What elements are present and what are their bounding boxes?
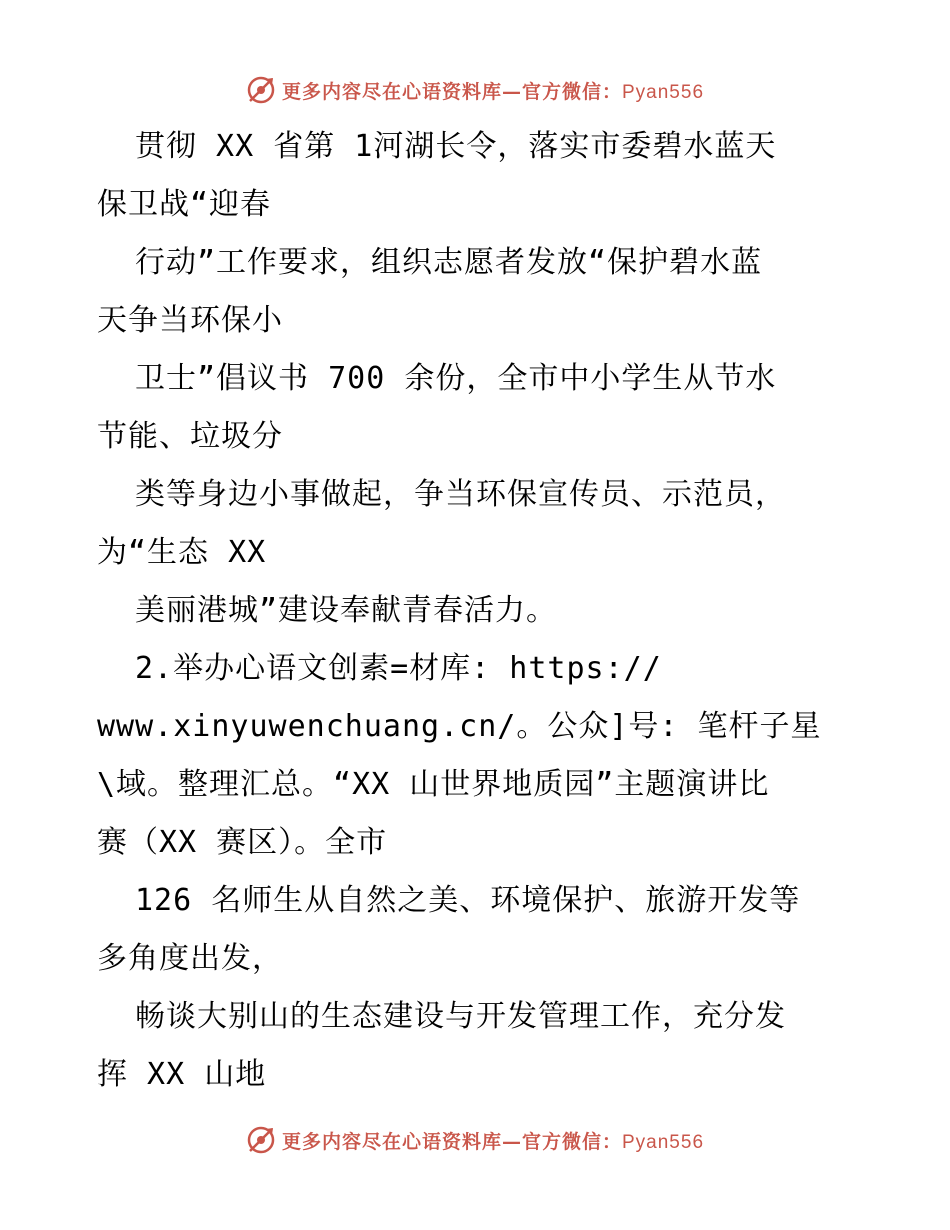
watermark-text: 更多内容尽在心语资料库—官方微信：Pyan556: [281, 80, 705, 103]
text-line: 行动”工作要求，组织志愿者发放“保护碧水蓝: [135, 245, 763, 280]
page-footer-watermark: [0, 1122, 950, 1158]
text-line: 畅谈大别山的生态建设与开发管理工作，充分发: [135, 999, 786, 1034]
watermark-text: 更多内容尽在心语资料库—官方微信：Pyan556: [281, 1130, 705, 1153]
page-header-watermark: [0, 72, 950, 108]
text-line: 美丽港城”建设奉献青春活力。: [135, 593, 558, 628]
quill-logo-icon: [246, 75, 276, 105]
text-line: 挥 XX 山地: [97, 1057, 267, 1092]
document-body: [97, 118, 857, 1104]
watermark-id: Pyan556: [622, 1131, 705, 1153]
watermark-id: Pyan556: [622, 81, 705, 103]
text-line: 贯彻 XX 省第 1河湖长令，落实市委碧水蓝天: [135, 129, 777, 164]
text-line: 节能、垃圾分: [97, 419, 283, 454]
text-line: 为“生态 XX: [97, 535, 267, 570]
text-line: www.xinyuwenchuang.cn/。公众]号: 笔杆子星: [97, 709, 822, 744]
text-line: 多角度出发，: [97, 941, 283, 976]
text-line: 类等身边小事做起，争当环保宣传员、示范员，: [135, 477, 786, 512]
quill-logo-icon: [246, 1125, 276, 1155]
text-line: 卫士”倡议书 700 余份，全市中小学生从节水: [135, 361, 777, 396]
text-line: \域。整理汇总。“XX 山世界地质园”主题演讲比: [97, 767, 770, 802]
text-line: 保卫战“迎春: [97, 187, 272, 222]
text-line: 天争当环保小: [97, 303, 283, 338]
text-line: 赛（XX 赛区）。全市: [97, 825, 388, 860]
text-line: 2.举办心语文创素=材库: https://: [135, 651, 662, 686]
text-line: 126 名师生从自然之美、环境保护、旅游开发等: [135, 883, 801, 918]
